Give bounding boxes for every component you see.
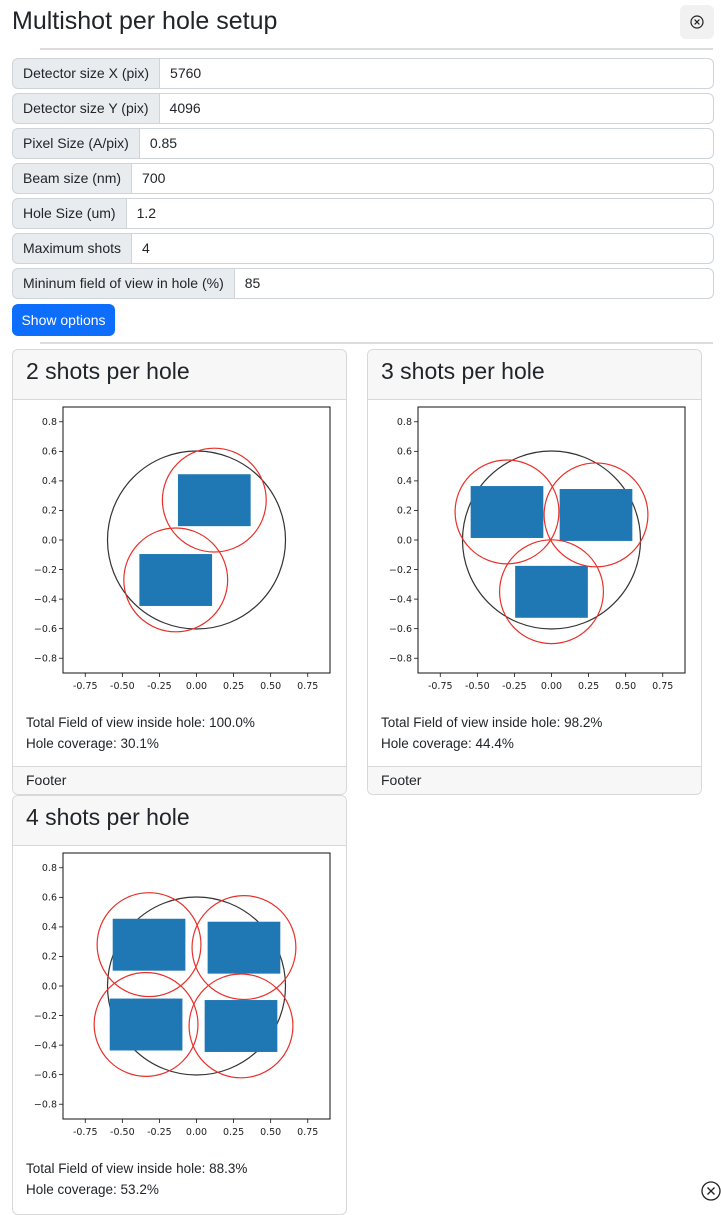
y-tick-label: 0.2 [41, 505, 57, 517]
y-tick-label: 0.0 [41, 981, 57, 993]
y-tick-label: −0.4 [33, 1040, 57, 1052]
pixel-size-label: Pixel Size (A/pix) [12, 128, 139, 159]
y-tick-label: 0.4 [396, 476, 412, 488]
maximum-shots-group [12, 233, 714, 264]
detector-size-x-input[interactable]: 5760 [159, 58, 714, 89]
image-rect [560, 489, 633, 541]
y-tick-label: −0.8 [388, 653, 412, 665]
x-tick-label: -0.50 [110, 681, 135, 692]
x-tick-label: -0.25 [502, 681, 527, 692]
card-title: 3 shots per hole [368, 350, 701, 400]
min-fov-group [12, 268, 714, 299]
y-tick-label: −0.4 [33, 594, 57, 606]
shot-plot [378, 402, 698, 692]
x-tick-label: -0.75 [72, 1127, 98, 1138]
card-footer: Footer [13, 766, 346, 794]
y-tick-label: 0.8 [41, 417, 57, 429]
shots-card-2 [12, 349, 347, 795]
y-tick-label: −0.2 [388, 564, 412, 576]
y-tick-label: −0.2 [33, 1010, 57, 1022]
beam-size-input[interactable]: 700 [131, 163, 714, 194]
card-title: 2 shots per hole [13, 350, 346, 400]
coverage-text: Hole coverage: 44.4% [381, 736, 514, 751]
x-tick-label: 0.50 [260, 1127, 282, 1138]
y-tick-label: −0.2 [33, 564, 57, 576]
fov-text: Total Field of view inside hole: 88.3% [26, 1161, 248, 1176]
image-rect [113, 919, 186, 971]
y-tick-label: 0.4 [41, 476, 57, 488]
x-tick-label: 0.00 [185, 1127, 208, 1138]
image-rect [471, 486, 544, 538]
coverage-text: Hole coverage: 53.2% [26, 1182, 159, 1197]
detector-size-y-label: Detector size Y (pix) [12, 93, 159, 124]
x-tick-label: 0.25 [578, 681, 600, 692]
image-rect [205, 1000, 278, 1052]
detector-size-y-group [12, 93, 714, 124]
card-footer: Footer [368, 766, 701, 794]
y-tick-label: 0.2 [41, 951, 57, 963]
y-tick-label: −0.6 [388, 623, 412, 635]
maximum-shots-label: Maximum shots [12, 233, 131, 264]
image-rect [139, 554, 212, 606]
y-tick-label: 0.4 [41, 922, 57, 934]
plot-frame [63, 407, 330, 673]
card-title: 4 shots per hole [13, 796, 346, 846]
plot-frame [63, 853, 330, 1119]
beam-size-group [12, 163, 714, 194]
beam-size-label: Beam size (nm) [12, 163, 131, 194]
y-tick-label: 0.6 [41, 892, 57, 904]
image-rect [178, 474, 251, 526]
x-tick-label: 0.50 [615, 681, 637, 692]
min-fov-input[interactable]: 85 [234, 268, 714, 299]
x-tick-label: 0.00 [185, 681, 208, 692]
image-rect [208, 922, 281, 974]
show-options-button[interactable]: Show options [12, 304, 115, 336]
y-tick-label: −0.8 [33, 1099, 57, 1111]
x-tick-label: 0.75 [297, 1127, 319, 1138]
image-rect [515, 566, 588, 618]
hole-size-group [12, 198, 714, 229]
shot-plot [23, 402, 343, 692]
close-circle-icon[interactable] [700, 1180, 721, 1202]
coverage-text: Hole coverage: 30.1% [26, 736, 159, 751]
modal-title: Multishot per hole setup [12, 7, 278, 35]
shot-plot [23, 848, 343, 1138]
fov-text: Total Field of view inside hole: 100.0% [26, 715, 255, 730]
x-tick-label: -0.75 [427, 681, 453, 692]
detector-size-x-label: Detector size X (pix) [12, 58, 159, 89]
y-tick-label: −0.6 [33, 1069, 57, 1081]
min-fov-label: Mininum field of view in hole (%) [12, 268, 234, 299]
hole-size-input[interactable]: 1.2 [126, 198, 714, 229]
fov-text: Total Field of view inside hole: 98.2% [381, 715, 603, 730]
hole-size-label: Hole Size (um) [12, 198, 126, 229]
y-tick-label: −0.8 [33, 653, 57, 665]
y-tick-label: −0.6 [33, 623, 57, 635]
detector-size-x-group [12, 58, 714, 89]
x-tick-label: 0.75 [297, 681, 319, 692]
y-tick-label: 0.6 [396, 446, 412, 458]
shots-card-4 [12, 795, 347, 1215]
divider [40, 342, 713, 344]
y-tick-label: 0.0 [396, 535, 412, 547]
detector-size-y-input[interactable]: 4096 [159, 93, 714, 124]
x-tick-label: 0.25 [223, 681, 245, 692]
y-tick-label: 0.8 [396, 417, 412, 429]
image-rect [110, 999, 183, 1051]
close-circle-icon [690, 15, 704, 29]
maximum-shots-input[interactable]: 4 [131, 233, 714, 264]
x-tick-label: 0.00 [540, 681, 563, 692]
x-tick-label: -0.50 [110, 1127, 135, 1138]
pixel-size-group [12, 128, 714, 159]
y-tick-label: 0.2 [396, 505, 412, 517]
x-tick-label: -0.50 [465, 681, 490, 692]
close-button[interactable] [680, 5, 714, 39]
y-tick-label: 0.6 [41, 446, 57, 458]
x-tick-label: 0.25 [223, 1127, 245, 1138]
divider [40, 48, 713, 50]
shots-card-3 [367, 349, 702, 795]
x-tick-label: -0.25 [147, 1127, 172, 1138]
x-tick-label: -0.25 [147, 681, 172, 692]
x-tick-label: 0.50 [260, 681, 282, 692]
x-tick-label: -0.75 [72, 681, 98, 692]
y-tick-label: −0.4 [388, 594, 412, 606]
y-tick-label: 0.8 [41, 863, 57, 875]
pixel-size-input[interactable]: 0.85 [139, 128, 714, 159]
x-tick-label: 0.75 [652, 681, 674, 692]
y-tick-label: 0.0 [41, 535, 57, 547]
